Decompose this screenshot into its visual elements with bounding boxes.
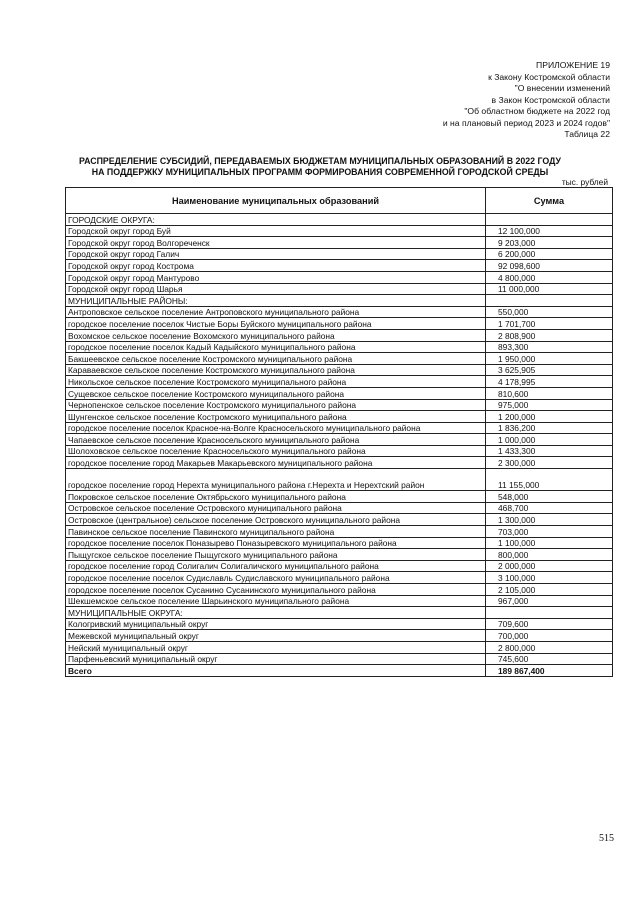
appendix-header	[290, 60, 610, 141]
amount-cell: 92 098,600	[486, 260, 613, 272]
amount-cell	[486, 607, 613, 619]
amount-cell: 703,000	[486, 526, 613, 538]
table-row	[66, 445, 613, 457]
amount-cell: 189 867,400	[486, 665, 613, 677]
municipality-name-cell: Чапаевское сельское поселение Красносельского муниципального района	[66, 434, 486, 446]
municipality-name-cell: Вохомское сельское поселение Вохомского муниципального района	[66, 329, 486, 341]
section-row	[66, 214, 613, 226]
amount-cell: 1 950,000	[486, 353, 613, 365]
amount-cell: 1 200,000	[486, 411, 613, 423]
municipality-name-cell: Городской округ город Шарья	[66, 283, 486, 295]
municipality-name-cell: Городской округ город Буй	[66, 225, 486, 237]
amount-cell: 2 808,900	[486, 329, 613, 341]
table-row	[66, 341, 613, 353]
table-row	[66, 572, 613, 584]
municipality-name-cell: городское поселение поселок Кадый Кадыйского муниципального района	[66, 341, 486, 353]
amount-cell: 700,000	[486, 630, 613, 642]
table-row	[66, 653, 613, 665]
table-row	[66, 237, 613, 249]
municipality-name-cell: городское поселение поселок Сусанино Сусанинского муниципального района	[66, 584, 486, 596]
table-row	[66, 618, 613, 630]
amount-cell: 967,000	[486, 595, 613, 607]
amount-cell: 4 800,000	[486, 271, 613, 283]
municipality-name-cell: Павинское сельское поселение Павинского муниципального района	[66, 526, 486, 538]
amount-cell	[486, 214, 613, 226]
total-row	[66, 665, 613, 677]
column-header-name: Наименование муниципальных образований	[66, 188, 486, 214]
title-line: НА ПОДДЕРЖКУ МУНИЦИПАЛЬНЫХ ПРОГРАММ ФОРМИРОВАНИЯ СОВРЕМЕННОЙ ГОРОДСКОЙ СРЕДЫ	[91, 167, 549, 177]
subsidies-table	[65, 187, 613, 677]
municipality-name-cell: Чернопенское сельское поселение Костромского муниципального района	[66, 399, 486, 411]
municipality-name-cell: Островское (центральное) сельское поселение Островского муниципального района	[66, 514, 486, 526]
table-row	[66, 595, 613, 607]
amount-cell: 11 000,000	[486, 283, 613, 295]
table-row	[66, 560, 613, 572]
municipality-name-cell: Шолоховское сельское поселение Красносельского муниципального района	[66, 445, 486, 457]
amount-cell: 4 178,995	[486, 376, 613, 388]
amount-cell: 1 433,300	[486, 445, 613, 457]
page-number: 515	[599, 833, 614, 844]
amount-cell: 2 800,000	[486, 641, 613, 653]
header-line: Таблица 22	[564, 129, 610, 139]
municipality-name-cell: МУНИЦИПАЛЬНЫЕ РАЙОНЫ:	[66, 295, 486, 307]
amount-cell: 893,300	[486, 341, 613, 353]
amount-cell: 11 155,000	[486, 469, 613, 491]
table-row	[66, 584, 613, 596]
amount-cell: 468,700	[486, 502, 613, 514]
table-row	[66, 514, 613, 526]
table-row	[66, 549, 613, 561]
amount-cell: 9 203,000	[486, 237, 613, 249]
table-header-row	[66, 188, 613, 214]
table-row	[66, 630, 613, 642]
municipality-name-cell: городское поселение город Нерехта муниципального района г.Нерехта и Нерехтский район	[66, 469, 486, 491]
municipality-name-cell: городское поселение поселок Поназырево Поназыревского муниципального района	[66, 537, 486, 549]
table-row	[66, 318, 613, 330]
amount-cell: 1 836,200	[486, 422, 613, 434]
amount-cell: 745,600	[486, 653, 613, 665]
municipality-name-cell: Городской округ город Мантурово	[66, 271, 486, 283]
table-row	[66, 399, 613, 411]
amount-cell: 810,600	[486, 387, 613, 399]
table-row	[66, 434, 613, 446]
table-row	[66, 225, 613, 237]
municipality-name-cell: Шекшемское сельское поселение Шарьинского муниципального района	[66, 595, 486, 607]
municipality-name-cell: Городской округ город Галич	[66, 248, 486, 260]
table-body	[66, 214, 613, 677]
table-row	[66, 491, 613, 503]
title-line: РАСПРЕДЕЛЕНИЕ СУБСИДИЙ, ПЕРЕДАВАЕМЫХ БЮДЖЕТАМ МУНИЦИПАЛЬНЫХ ОБРАЗОВАНИЙ В 2022 ГОДУ	[79, 156, 561, 166]
table-row	[66, 502, 613, 514]
amount-cell: 6 200,000	[486, 248, 613, 260]
table-row	[66, 306, 613, 318]
table-row	[66, 641, 613, 653]
municipality-name-cell: Пыщугское сельское поселение Пыщугского муниципального района	[66, 549, 486, 561]
header-line: ПРИЛОЖЕНИЕ 19	[536, 60, 610, 70]
table-row	[66, 271, 613, 283]
amount-cell: 975,000	[486, 399, 613, 411]
municipality-name-cell: городское поселение город Макарьев Макарьевского муниципального района	[66, 457, 486, 469]
municipality-name-cell: Покровское сельское поселение Октябрьского муниципального района	[66, 491, 486, 503]
municipality-name-cell: городское поселение поселок Судиславль Судиславского муниципального района	[66, 572, 486, 584]
header-line: и на плановый период 2023 и 2024 годов"	[442, 117, 610, 128]
municipality-name-cell: Кологривский муниципальный округ	[66, 618, 486, 630]
table-row	[66, 364, 613, 376]
table-row	[66, 387, 613, 399]
header-line: "О внесении изменений	[514, 83, 610, 93]
column-header-sum: Сумма	[486, 188, 613, 214]
municipality-name-cell: Шунгенское сельское поселение Костромского муниципального района	[66, 411, 486, 423]
header-line: "Об областном бюджете на 2022 год	[464, 106, 610, 116]
amount-cell: 550,000	[486, 306, 613, 318]
amount-cell: 3 100,000	[486, 572, 613, 584]
section-row	[66, 295, 613, 307]
municipality-name-cell: Межевской муниципальный округ	[66, 630, 486, 642]
municipality-name-cell: ГОРОДСКИЕ ОКРУГА:	[66, 214, 486, 226]
amount-cell: 1 000,000	[486, 434, 613, 446]
table-row	[66, 411, 613, 423]
table-row	[66, 469, 613, 491]
amount-cell: 2 000,000	[486, 560, 613, 572]
municipality-name-cell: Островское сельское поселение Островского муниципального района	[66, 502, 486, 514]
header-line: в Закон Костромской области	[491, 94, 610, 105]
amount-cell: 3 625,905	[486, 364, 613, 376]
table-row	[66, 283, 613, 295]
header-line: к Закону Костромской области	[488, 71, 610, 82]
section-row	[66, 607, 613, 619]
table-row	[66, 457, 613, 469]
amount-cell: 548,000	[486, 491, 613, 503]
document-title	[60, 156, 580, 178]
amount-cell: 1 300,000	[486, 514, 613, 526]
municipality-name-cell: городское поселение поселок Красное-на-Волге Красносельского муниципального района	[66, 422, 486, 434]
municipality-name-cell: Бакшеевское сельское поселение Костромского муниципального района	[66, 353, 486, 365]
municipality-name-cell: Караваевское сельское поселение Костромского муниципального района	[66, 364, 486, 376]
table-row	[66, 526, 613, 538]
municipality-name-cell: Городской округ город Кострома	[66, 260, 486, 272]
table-row	[66, 248, 613, 260]
table-row	[66, 329, 613, 341]
units-label: тыс. рублей	[561, 177, 608, 187]
municipality-name-cell: городское поселение поселок Чистые Боры Буйского муниципального района	[66, 318, 486, 330]
amount-cell	[486, 295, 613, 307]
table-row	[66, 260, 613, 272]
municipality-name-cell: городское поселение город Солигалич Солигаличского муниципального района	[66, 560, 486, 572]
municipality-name-cell: Сущевское сельское поселение Костромского муниципального района	[66, 387, 486, 399]
municipality-name-cell: Нейский муниципальный округ	[66, 641, 486, 653]
amount-cell: 1 100,000	[486, 537, 613, 549]
table-row	[66, 422, 613, 434]
municipality-name-cell: Парфеньевский муниципальный округ	[66, 653, 486, 665]
amount-cell: 2 105,000	[486, 584, 613, 596]
amount-cell: 12 100,000	[486, 225, 613, 237]
municipality-name-cell: Городской округ город Волгореченск	[66, 237, 486, 249]
amount-cell: 2 300,000	[486, 457, 613, 469]
amount-cell: 800,000	[486, 549, 613, 561]
table-row	[66, 537, 613, 549]
municipality-name-cell: Всего	[66, 665, 486, 677]
municipality-name-cell: Антроповское сельское поселение Антроповского муниципального района	[66, 306, 486, 318]
table-row	[66, 353, 613, 365]
table-row	[66, 376, 613, 388]
municipality-name-cell: Никольское сельское поселение Костромского муниципального района	[66, 376, 486, 388]
amount-cell: 1 701,700	[486, 318, 613, 330]
municipality-name-cell: МУНИЦИПАЛЬНЫЕ ОКРУГА:	[66, 607, 486, 619]
amount-cell: 709,600	[486, 618, 613, 630]
